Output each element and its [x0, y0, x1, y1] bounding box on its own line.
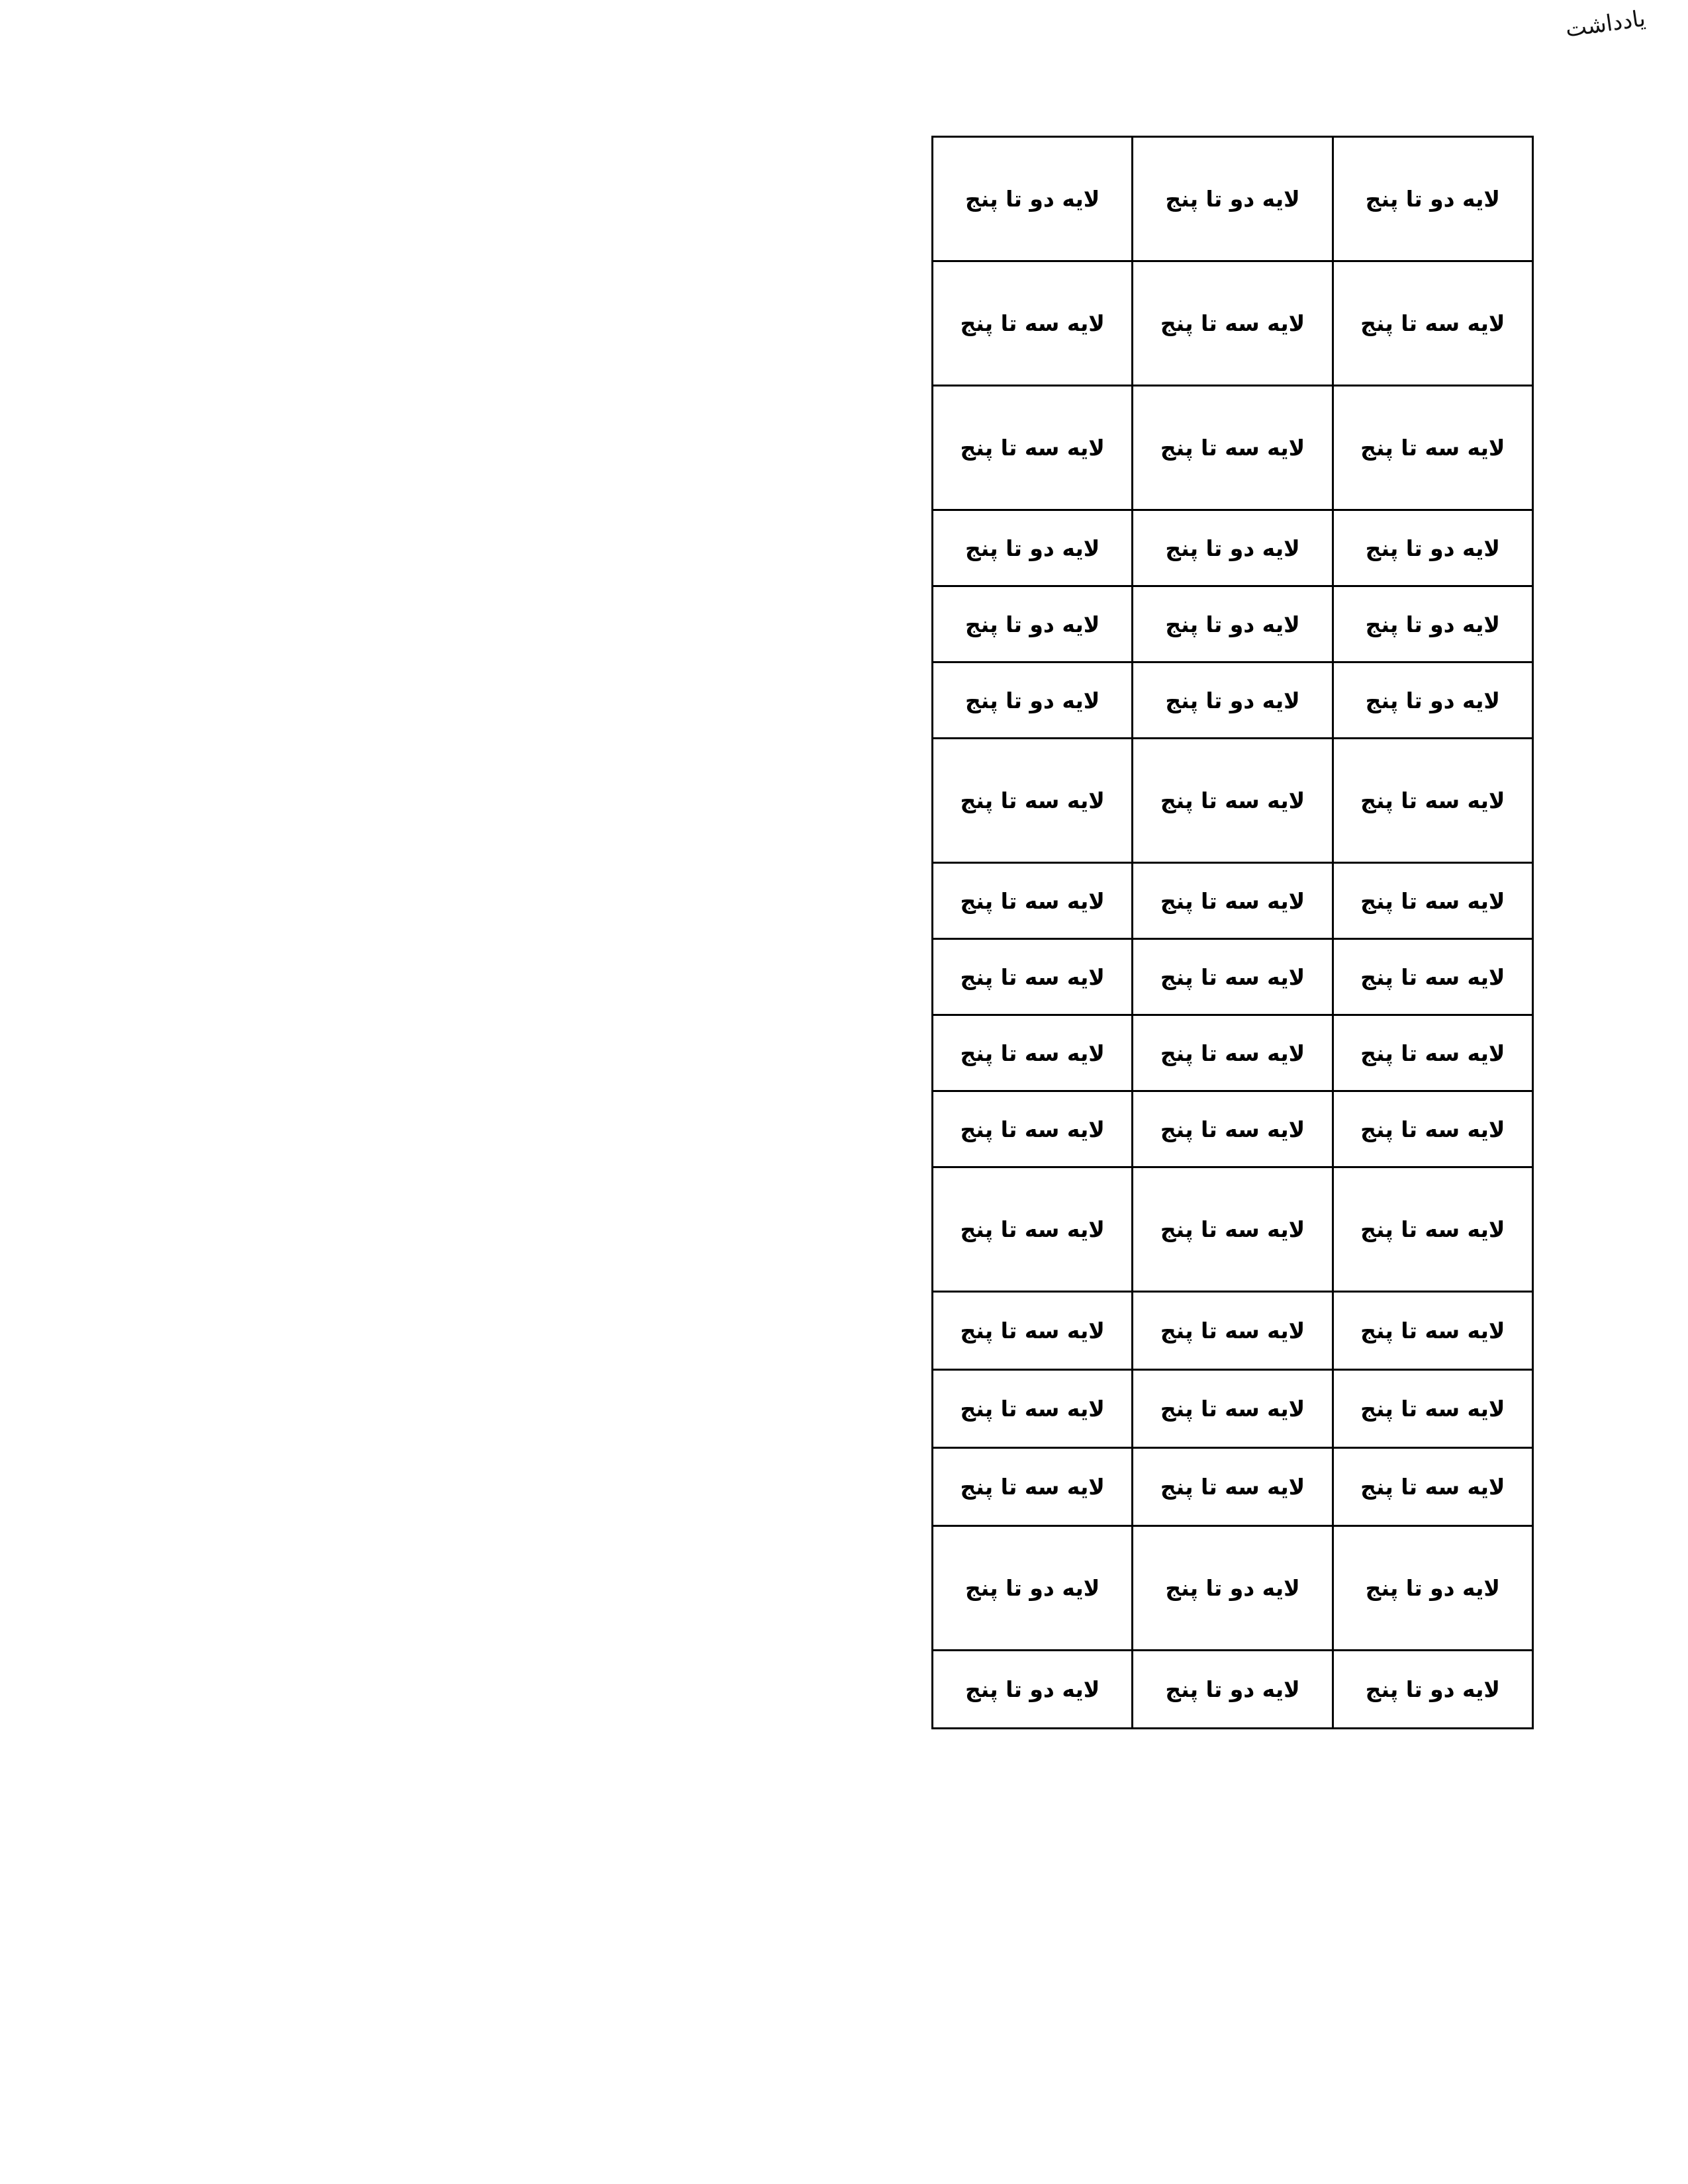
table-row	[933, 510, 1533, 586]
table-row	[933, 261, 1533, 386]
table-cell: لایه دو تا پنج	[933, 586, 1133, 662]
table-cell: لایه سه تا پنج	[933, 1015, 1133, 1091]
table-cell: لایه سه تا پنج	[933, 386, 1133, 510]
table-row	[933, 939, 1533, 1015]
table-cell: لایه سه تا پنج	[933, 739, 1133, 863]
table-cell: لایه دو تا پنج	[1133, 137, 1333, 261]
table-cell: لایه سه تا پنج	[1333, 863, 1532, 939]
table-cell: لایه سه تا پنج	[1333, 1370, 1532, 1448]
table-cell: لایه سه تا پنج	[933, 1448, 1133, 1526]
table-row	[933, 1448, 1533, 1526]
table-cell: لایه دو تا پنج	[1133, 586, 1333, 662]
table-cell: لایه سه تا پنج	[1133, 1167, 1333, 1292]
table-cell: لایه سه تا پنج	[1133, 261, 1333, 386]
table-cell: لایه سه تا پنج	[1333, 1167, 1532, 1292]
table-cell: لایه دو تا پنج	[933, 510, 1133, 586]
table-row	[933, 662, 1533, 739]
table-cell: لایه دو تا پنج	[1133, 1526, 1333, 1651]
table-cell: لایه سه تا پنج	[1333, 261, 1532, 386]
table-cell: لایه سه تا پنج	[1333, 739, 1532, 863]
table-cell: لایه سه تا پنج	[1133, 863, 1333, 939]
table-row	[933, 1167, 1533, 1292]
table-cell: لایه سه تا پنج	[933, 1091, 1133, 1167]
table-cell: لایه سه تا پنج	[1133, 1448, 1333, 1526]
table-cell: لایه سه تا پنج	[1133, 939, 1333, 1015]
table-row	[933, 137, 1533, 261]
table-cell: لایه دو تا پنج	[933, 1526, 1133, 1651]
table-cell: لایه دو تا پنج	[933, 137, 1133, 261]
table-cell: لایه سه تا پنج	[1133, 1370, 1333, 1448]
table-cell: لایه سه تا پنج	[933, 261, 1133, 386]
table-row	[933, 586, 1533, 662]
table-cell: لایه دو تا پنج	[933, 1651, 1133, 1729]
table-cell: لایه سه تا پنج	[1333, 1091, 1532, 1167]
table-cell: لایه دو تا پنج	[1333, 1526, 1532, 1651]
table-row	[933, 1651, 1533, 1729]
table-row	[933, 1015, 1533, 1091]
table-cell: لایه دو تا پنج	[1333, 662, 1532, 739]
layer-table	[931, 136, 1534, 1729]
table-cell: لایه سه تا پنج	[1133, 739, 1333, 863]
table-row	[933, 1091, 1533, 1167]
table-row	[933, 1370, 1533, 1448]
table-cell: لایه سه تا پنج	[933, 863, 1133, 939]
page-corner-mark: یادداشت	[1564, 5, 1648, 43]
table-cell: لایه دو تا پنج	[1133, 1651, 1333, 1729]
table-cell: لایه دو تا پنج	[1133, 662, 1333, 739]
table-cell: لایه سه تا پنج	[1133, 1292, 1333, 1370]
table-cell: لایه سه تا پنج	[1333, 939, 1532, 1015]
table-row	[933, 1292, 1533, 1370]
table-cell: لایه سه تا پنج	[1333, 386, 1532, 510]
table-cell: لایه سه تا پنج	[1333, 1015, 1532, 1091]
table-container	[931, 136, 1534, 1729]
table-cell: لایه دو تا پنج	[1333, 137, 1532, 261]
table-cell: لایه سه تا پنج	[1333, 1292, 1532, 1370]
table-cell: لایه سه تا پنج	[933, 1292, 1133, 1370]
table-row	[933, 1526, 1533, 1651]
table-body	[933, 137, 1533, 1729]
table-cell: لایه سه تا پنج	[1333, 1448, 1532, 1526]
table-cell: لایه دو تا پنج	[1333, 1651, 1532, 1729]
table-cell: لایه سه تا پنج	[1133, 1091, 1333, 1167]
table-cell: لایه دو تا پنج	[933, 662, 1133, 739]
table-cell: لایه دو تا پنج	[1133, 510, 1333, 586]
table-cell: لایه سه تا پنج	[933, 1167, 1133, 1292]
table-cell: لایه سه تا پنج	[1133, 1015, 1333, 1091]
table-cell: لایه دو تا پنج	[1333, 586, 1532, 662]
table-row	[933, 739, 1533, 863]
table-row	[933, 863, 1533, 939]
table-cell: لایه سه تا پنج	[933, 1370, 1133, 1448]
table-cell: لایه دو تا پنج	[1333, 510, 1532, 586]
table-cell: لایه سه تا پنج	[1133, 386, 1333, 510]
table-row	[933, 386, 1533, 510]
table-cell: لایه سه تا پنج	[933, 939, 1133, 1015]
